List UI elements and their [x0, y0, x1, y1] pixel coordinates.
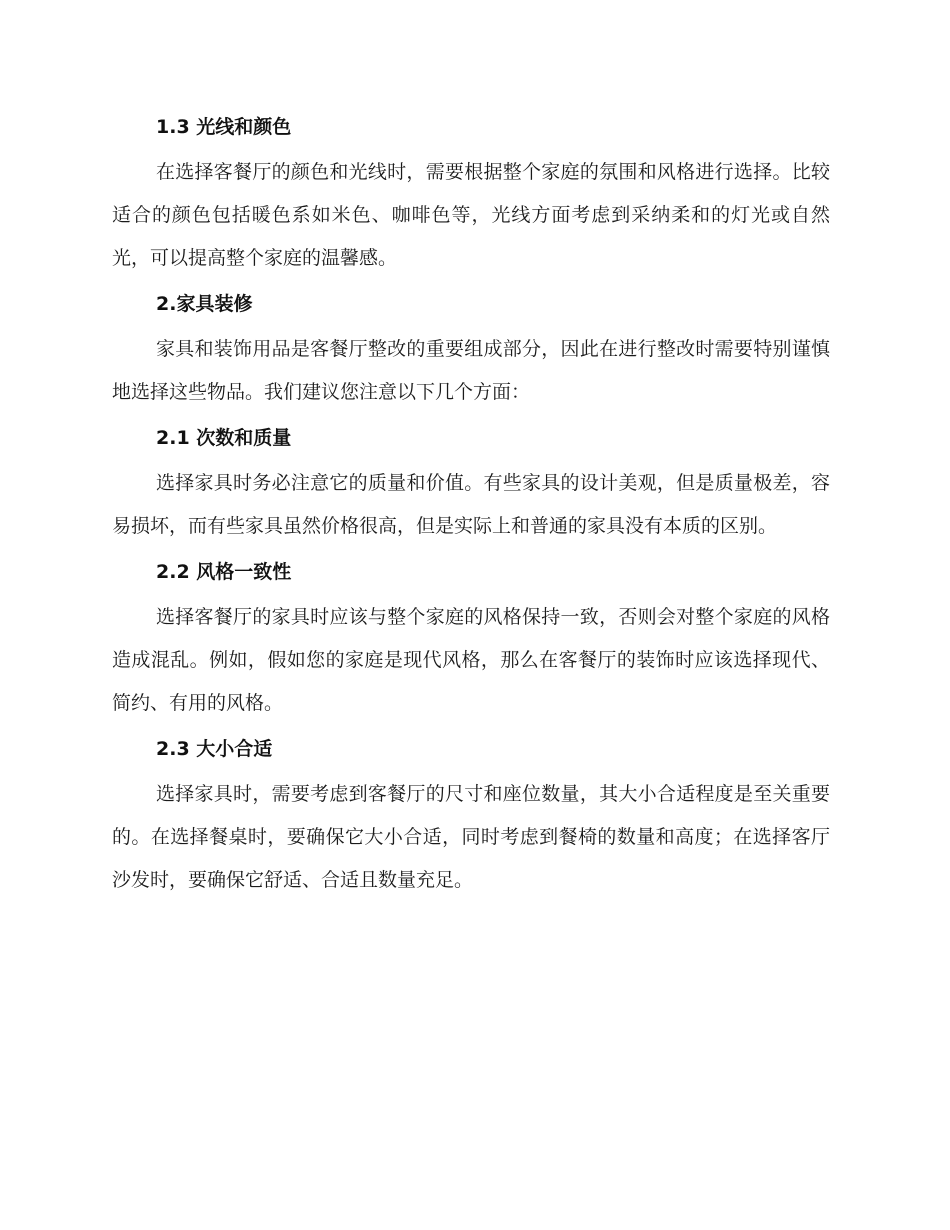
section-heading: 1.3 光线和颜色: [156, 116, 292, 138]
document-body: [112, 109, 830, 908]
section-paragraph: 家具和装饰用品是客餐厅整改的重要组成部分，因此在进行整改时需要特别谨慎地选择这些物品。我们建议您注意以下几个方面：: [112, 338, 830, 403]
section-paragraph: 在选择客餐厅的颜色和光线时，需要根据整个家庭的氛围和风格进行选择。比较适合的颜色包括暖色系如米色、咖啡色等，光线方面考虑到采纳柔和的灯光或自然光，可以提高整个家庭的温馨感。: [112, 161, 830, 269]
section-heading: 2.2 风格一致性: [156, 561, 292, 583]
section-paragraph: 选择客餐厅的家具时应该与整个家庭的风格保持一致，否则会对整个家庭的风格造成混乱。例如，假如您的家庭是现代风格，那么在客餐厅的装饰时应该选择现代、简约、有用的风格。: [112, 606, 830, 714]
section-heading: 2.3 大小合适: [156, 738, 273, 760]
section-paragraph: 选择家具时务必注意它的质量和价值。有些家具的设计美观，但是质量极差，容易损坏，而有些家具虽然价格很高，但是实际上和普通的家具没有本质的区别。: [112, 472, 830, 537]
section-paragraph: 选择家具时，需要考虑到客餐厅的尺寸和座位数量，其大小合适程度是至关重要的。在选择餐桌时，要确保它大小合适，同时考虑到餐椅的数量和高度；在选择客厅沙发时，要确保它舒适、合适且数量充足。: [112, 783, 830, 891]
section-heading: 2.1 次数和质量: [156, 427, 292, 449]
section-heading: 2.家具装修: [156, 293, 253, 315]
